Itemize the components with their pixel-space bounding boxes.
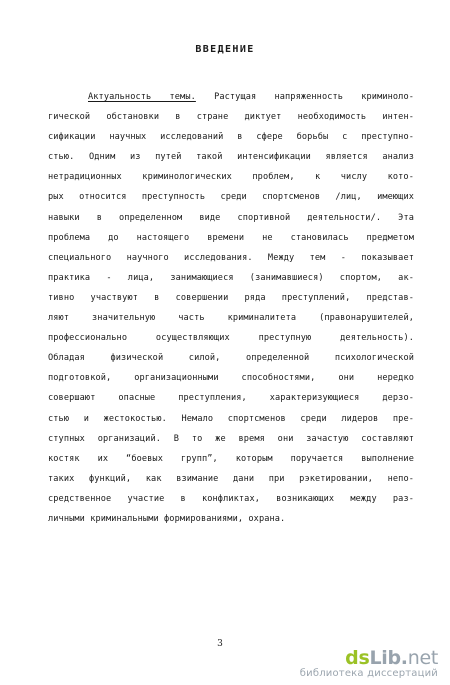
text-line-12: профессионально осуществляющих преступную деятельность). xyxy=(48,333,414,344)
text-line-6: навыки в определенном виде спортивной деятельности/. Эта xyxy=(48,212,414,223)
logo-ds: ds xyxy=(345,647,370,669)
text-line-15: совершают опасные преступления, характеризующиеся дерзо- xyxy=(48,393,414,404)
text-line-10: тивно участвуют в совершении ряда преступлений, представ- xyxy=(48,292,414,303)
watermark-subtitle: библиотека диссертаций xyxy=(299,668,438,679)
text-line-18: костяк их “боевых групп”, которым поручается выполнение xyxy=(48,453,414,464)
logo-lib: Lib xyxy=(369,647,401,669)
text-line-3: стью. Одним из путей такой интенсификации является анализ xyxy=(48,152,414,163)
text-line-20: средственное участие в конфликтах, возникающих между раз- xyxy=(48,493,414,504)
text-line-4: нетрадиционных криминологических проблем, к числу кото- xyxy=(48,172,414,183)
logo-net: net xyxy=(407,647,438,669)
dslib-watermark[interactable] xyxy=(300,648,438,679)
text-line-7: проблема до настоящего времени не становилась предметом xyxy=(48,232,414,243)
topic-relevance-label: Актуальность темы. xyxy=(88,92,196,102)
section-heading: ВВЕДЕНИЕ xyxy=(195,44,255,55)
text-line-19: таких функций, как взимание дани при рэкетировании, непо- xyxy=(48,473,414,484)
text-line-14: подготовкой, организационными способностями, они нередко xyxy=(48,373,414,384)
first-line-text: Растущая напряженность криминоло- xyxy=(195,92,414,102)
text-line-16: стью и жестокостью. Немало спортсменов среди лидеров пре- xyxy=(48,413,414,424)
text-line-21: личными криминальными формированиями, охрана. xyxy=(48,513,286,524)
text-line-5: рых относится преступность среди спортсменов /лиц, имеющих xyxy=(48,192,414,203)
logo-dot: . xyxy=(400,647,408,669)
paragraph-first-line xyxy=(48,87,414,107)
text-line-11: ляют значительную часть криминалитета (правонарушителей, xyxy=(48,313,414,324)
body-paragraph xyxy=(48,87,414,529)
text-line-17: ступных организаций. В то же время они зачастую составляют xyxy=(48,433,414,444)
dslib-logo xyxy=(300,648,438,668)
text-line-8: специального научного исследования. Между тем - показывает xyxy=(48,252,414,263)
text-line-1: гической обстановки в стране диктует необходимость интен- xyxy=(48,112,414,123)
text-line-9: практика - лица, занимающиеся (занимавшиеся) спортом, ак- xyxy=(48,272,414,283)
text-line-13: Обладая физической силой, определенной психологической xyxy=(48,353,414,364)
text-line-2: сификации научных исследований в сфере борьбы с преступно- xyxy=(48,132,414,143)
page-number: 3 xyxy=(217,639,223,649)
